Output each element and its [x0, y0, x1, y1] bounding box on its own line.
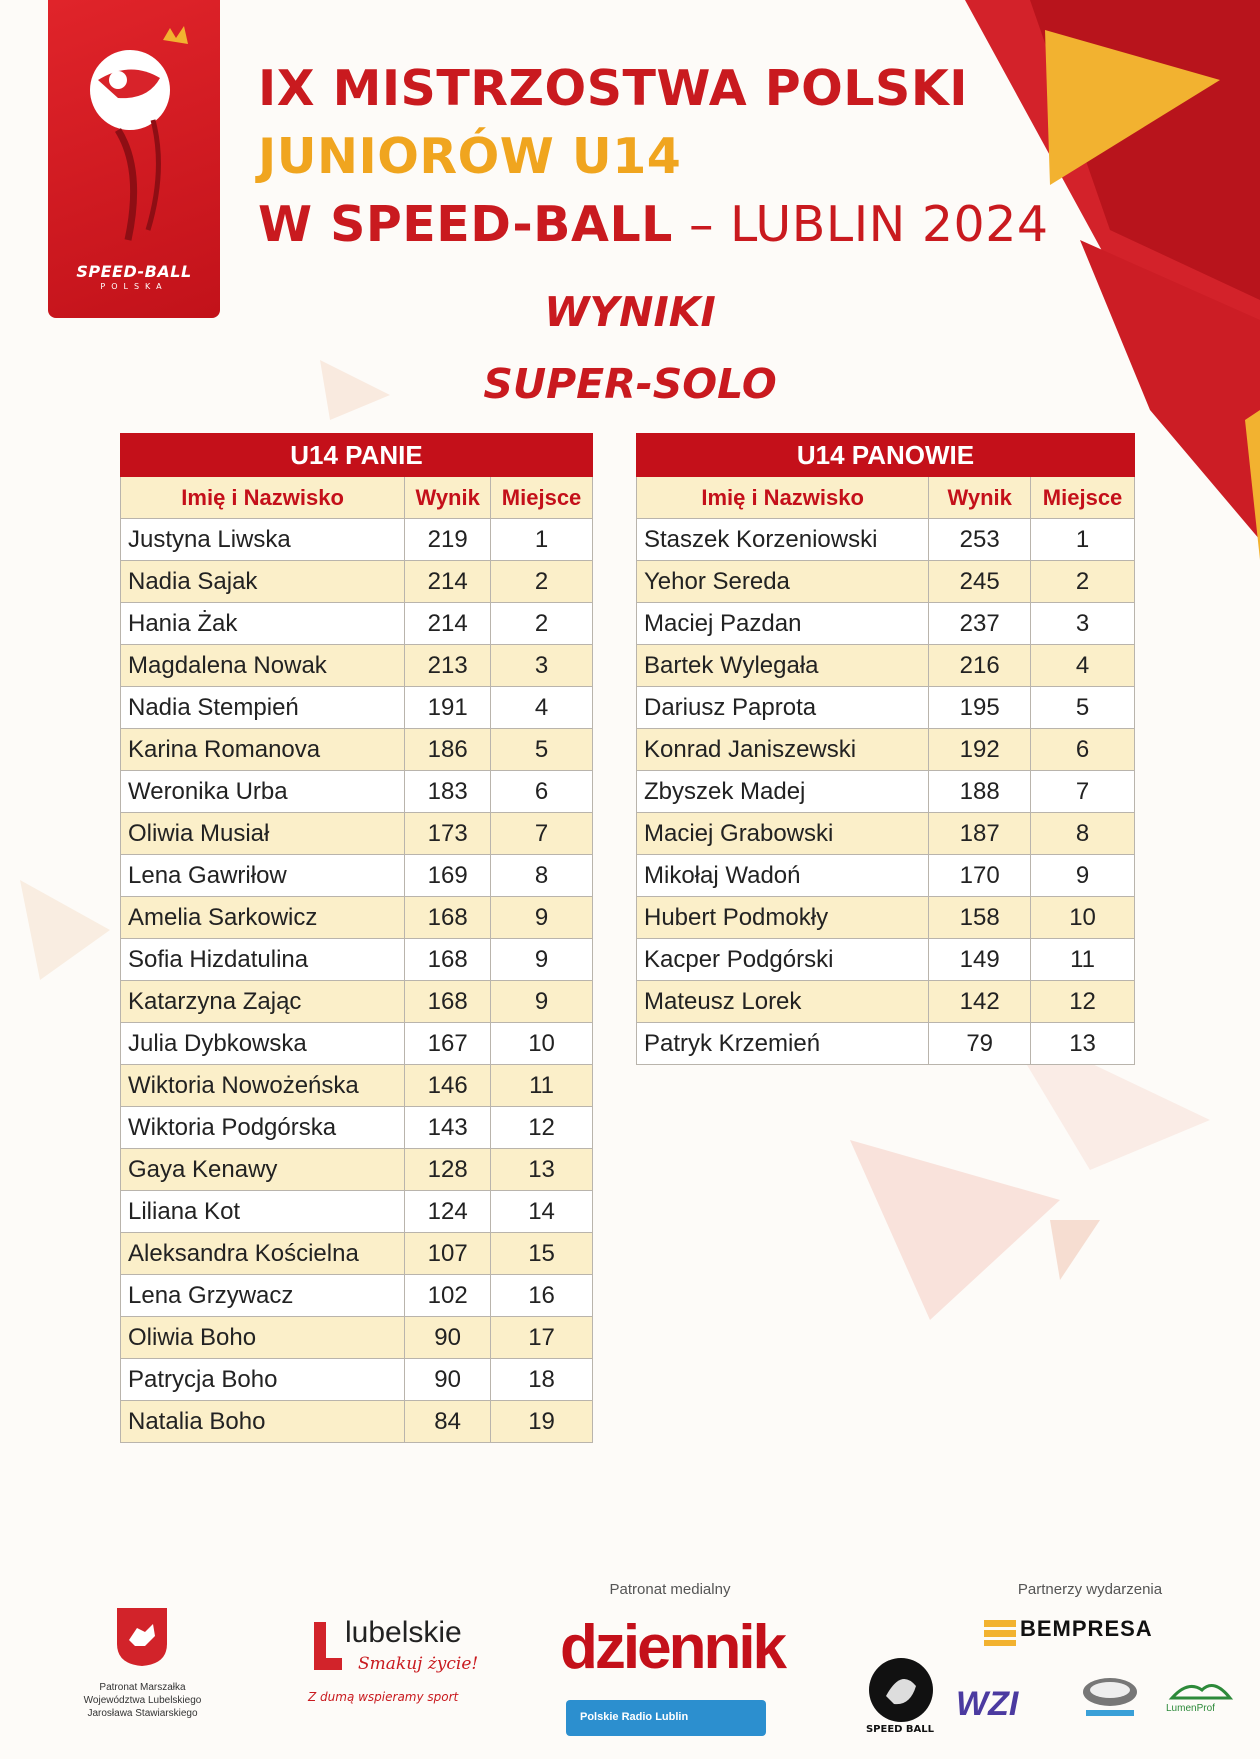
cell-place: 10	[1031, 897, 1135, 939]
cell-score: 219	[405, 519, 491, 561]
caption-line: Województwa Lubelskiego	[83, 1695, 202, 1706]
cell-name: Zbyszek Madej	[637, 771, 929, 813]
logo-subtext: POLSKA	[100, 282, 168, 291]
cell-name: Aleksandra Kościelna	[121, 1233, 405, 1275]
column-header-name: Imię i Nazwisko	[637, 477, 929, 519]
cell-name: Mikołaj Wadoń	[637, 855, 929, 897]
table-row	[121, 1191, 593, 1233]
table-row	[121, 687, 593, 729]
patronat-medialny-label: Patronat medialny	[609, 1581, 731, 1598]
cell-name: Julia Dybkowska	[121, 1023, 405, 1065]
radio-lublin-text: Polskie Radio Lublin	[580, 1711, 689, 1723]
table-caption: U14 PANOWIE	[637, 434, 1135, 477]
cell-name: Konrad Janiszewski	[637, 729, 929, 771]
cell-name: Lena Gawriłow	[121, 855, 405, 897]
cell-score: 84	[405, 1401, 491, 1443]
men-table-body	[637, 519, 1135, 1065]
cell-score: 90	[405, 1359, 491, 1401]
table-row	[121, 603, 593, 645]
table-row	[637, 855, 1135, 897]
cell-score: 186	[405, 729, 491, 771]
lubelskie-logo-word: lubelskie	[345, 1616, 462, 1649]
cell-name: Hania Żak	[121, 603, 405, 645]
cell-score: 245	[929, 561, 1031, 603]
table-row	[637, 519, 1135, 561]
cell-score: 188	[929, 771, 1031, 813]
cell-score: 158	[929, 897, 1031, 939]
column-header-score: Wynik	[405, 477, 491, 519]
speedball-round-logo-icon	[866, 1656, 936, 1724]
cell-place: 11	[1031, 939, 1135, 981]
table-row	[121, 1359, 593, 1401]
table-row	[121, 1401, 593, 1443]
cell-place: 7	[1031, 771, 1135, 813]
cell-name: Katarzyna Zając	[121, 981, 405, 1023]
cell-name: Maciej Pazdan	[637, 603, 929, 645]
cell-name: Nadia Sajak	[121, 561, 405, 603]
men-results-table	[636, 433, 1135, 1065]
cell-place: 2	[491, 603, 593, 645]
bempresa-logo: BEMPRESA	[1020, 1616, 1153, 1641]
cell-name: Justyna Liwska	[121, 519, 405, 561]
wzi-logo: WZI	[956, 1685, 1019, 1723]
table-row	[637, 687, 1135, 729]
cell-name: Patryk Krzemień	[637, 1023, 929, 1065]
cell-name: Wiktoria Podgórska	[121, 1107, 405, 1149]
cell-score: 124	[405, 1191, 491, 1233]
caption-line: Patronat Marszałka	[99, 1682, 186, 1693]
cell-place: 8	[1031, 813, 1135, 855]
cell-place: 11	[491, 1065, 593, 1107]
cell-score: 173	[405, 813, 491, 855]
speedball-logo	[48, 0, 220, 318]
partnerzy-label: Partnerzy wydarzenia	[1017, 1581, 1163, 1598]
table-row	[637, 897, 1135, 939]
cell-score: 102	[405, 1275, 491, 1317]
cell-place: 4	[491, 687, 593, 729]
cell-score: 79	[929, 1023, 1031, 1065]
cell-score: 183	[405, 771, 491, 813]
table-row	[121, 855, 593, 897]
cell-score: 168	[405, 939, 491, 981]
cell-score: 143	[405, 1107, 491, 1149]
cell-place: 12	[491, 1107, 593, 1149]
cell-name: Yehor Sereda	[637, 561, 929, 603]
dziennik-logo: dziennik	[560, 1613, 785, 1682]
title-line-2: JUNIORÓW U14	[258, 128, 682, 185]
title-line-1: IX MISTRZOSTWA POLSKI	[258, 60, 969, 117]
table-row	[121, 1023, 593, 1065]
table-row	[121, 771, 593, 813]
cell-name: Bartek Wylegała	[637, 645, 929, 687]
caption-line: Jarosława Stawiarskiego	[87, 1708, 198, 1719]
cell-place: 15	[491, 1233, 593, 1275]
cell-score: 187	[929, 813, 1031, 855]
cell-score: 146	[405, 1065, 491, 1107]
women-table-body	[121, 519, 593, 1443]
cell-name: Magdalena Nowak	[121, 645, 405, 687]
cell-name: Natalia Boho	[121, 1401, 405, 1443]
cell-place: 9	[491, 897, 593, 939]
cell-place: 10	[491, 1023, 593, 1065]
cell-score: 167	[405, 1023, 491, 1065]
cell-place: 17	[491, 1317, 593, 1359]
cell-score: 192	[929, 729, 1031, 771]
cell-place: 9	[1031, 855, 1135, 897]
cell-name: Sofia Hizdatulina	[121, 939, 405, 981]
table-row	[121, 729, 593, 771]
cell-name: Gaya Kenawy	[121, 1149, 405, 1191]
patronat-marszalka-caption	[55, 1681, 230, 1720]
table-row	[121, 1275, 593, 1317]
cell-score: 191	[405, 687, 491, 729]
table-row	[637, 981, 1135, 1023]
cell-name: Amelia Sarkowicz	[121, 897, 405, 939]
cell-score: 237	[929, 603, 1031, 645]
column-header-place: Miejsce	[1031, 477, 1135, 519]
table-row	[121, 1107, 593, 1149]
cell-place: 4	[1031, 645, 1135, 687]
cell-place: 7	[491, 813, 593, 855]
lumenprof-label: LumenProf	[1166, 1703, 1215, 1714]
cell-place: 3	[1031, 603, 1135, 645]
table-row	[121, 1317, 593, 1359]
lumenprof-logo-icon	[1168, 1676, 1234, 1702]
cell-score: 214	[405, 561, 491, 603]
cell-name: Oliwia Musiał	[121, 813, 405, 855]
title-line-3	[258, 196, 1049, 253]
table-row	[637, 771, 1135, 813]
lubelskie-l-icon	[310, 1620, 344, 1672]
cell-place: 19	[491, 1401, 593, 1443]
cell-score: 107	[405, 1233, 491, 1275]
table-row	[637, 729, 1135, 771]
cell-place: 2	[491, 561, 593, 603]
table-row	[121, 561, 593, 603]
cell-score: 213	[405, 645, 491, 687]
cell-place: 13	[491, 1149, 593, 1191]
cell-place: 9	[491, 981, 593, 1023]
cell-place: 1	[1031, 519, 1135, 561]
lubelskie-slogan: Smakuj życie!	[358, 1654, 479, 1674]
table-row	[121, 1233, 593, 1275]
table-row	[637, 1023, 1135, 1065]
cell-score: 214	[405, 603, 491, 645]
cell-place: 1	[491, 519, 593, 561]
table-row	[121, 1065, 593, 1107]
cell-score: 168	[405, 981, 491, 1023]
cell-score: 128	[405, 1149, 491, 1191]
table-row	[121, 645, 593, 687]
table-row	[637, 645, 1135, 687]
cell-name: Liliana Kot	[121, 1191, 405, 1233]
cell-name: Maciej Grabowski	[637, 813, 929, 855]
cell-place: 18	[491, 1359, 593, 1401]
table-row	[637, 939, 1135, 981]
column-header-score: Wynik	[929, 477, 1031, 519]
cell-place: 13	[1031, 1023, 1135, 1065]
cell-name: Kacper Podgórski	[637, 939, 929, 981]
ball-player-icon	[48, 0, 220, 250]
cell-score: 169	[405, 855, 491, 897]
cell-score: 195	[929, 687, 1031, 729]
cell-name: Weronika Urba	[121, 771, 405, 813]
bempresa-icon	[984, 1620, 1016, 1646]
cell-place: 12	[1031, 981, 1135, 1023]
cell-place: 9	[491, 939, 593, 981]
cell-score: 90	[405, 1317, 491, 1359]
table-caption: U14 PANIE	[121, 434, 593, 477]
women-results-table	[120, 433, 593, 1443]
cell-name: Karina Romanova	[121, 729, 405, 771]
table-row	[121, 1149, 593, 1191]
cell-place: 5	[491, 729, 593, 771]
table-row	[121, 981, 593, 1023]
cell-score: 216	[929, 645, 1031, 687]
cell-name: Nadia Stempień	[121, 687, 405, 729]
cell-score: 149	[929, 939, 1031, 981]
table-row	[637, 561, 1135, 603]
cell-name: Hubert Podmokły	[637, 897, 929, 939]
cell-name: Staszek Korzeniowski	[637, 519, 929, 561]
arena-logo-icon	[1080, 1672, 1140, 1724]
cell-name: Patrycja Boho	[121, 1359, 405, 1401]
title-line-3-bold: W SPEED-BALL	[258, 196, 673, 253]
cell-name: Dariusz Paprota	[637, 687, 929, 729]
cell-name: Lena Grzywacz	[121, 1275, 405, 1317]
title-line-3-light: – LUBLIN 2024	[672, 196, 1049, 253]
table-row	[121, 939, 593, 981]
cell-name: Wiktoria Nowożeńska	[121, 1065, 405, 1107]
cell-name: Mateusz Lorek	[637, 981, 929, 1023]
cell-place: 14	[491, 1191, 593, 1233]
table-row	[637, 603, 1135, 645]
column-header-place: Miejsce	[491, 477, 593, 519]
table-row	[121, 813, 593, 855]
category-heading: SUPER-SOLO	[483, 360, 777, 408]
cell-name: Oliwia Boho	[121, 1317, 405, 1359]
logo-wordmark: SPEED-BALL	[76, 262, 192, 281]
results-heading: WYNIKI	[544, 288, 716, 336]
cell-place: 5	[1031, 687, 1135, 729]
cell-score: 253	[929, 519, 1031, 561]
cell-score: 142	[929, 981, 1031, 1023]
table-row	[121, 519, 593, 561]
column-header-name: Imię i Nazwisko	[121, 477, 405, 519]
table-row	[637, 813, 1135, 855]
speedball-round-caption: SPEED BALL	[865, 1724, 935, 1735]
cell-score: 170	[929, 855, 1031, 897]
lubelskie-coat-of-arms-icon	[115, 1606, 169, 1668]
cell-place: 2	[1031, 561, 1135, 603]
cell-score: 168	[405, 897, 491, 939]
table-row	[121, 897, 593, 939]
cell-place: 3	[491, 645, 593, 687]
cell-place: 8	[491, 855, 593, 897]
cell-place: 6	[1031, 729, 1135, 771]
cell-place: 6	[491, 771, 593, 813]
cell-place: 16	[491, 1275, 593, 1317]
lubelskie-note: Z dumą wspieramy sport	[308, 1690, 459, 1704]
